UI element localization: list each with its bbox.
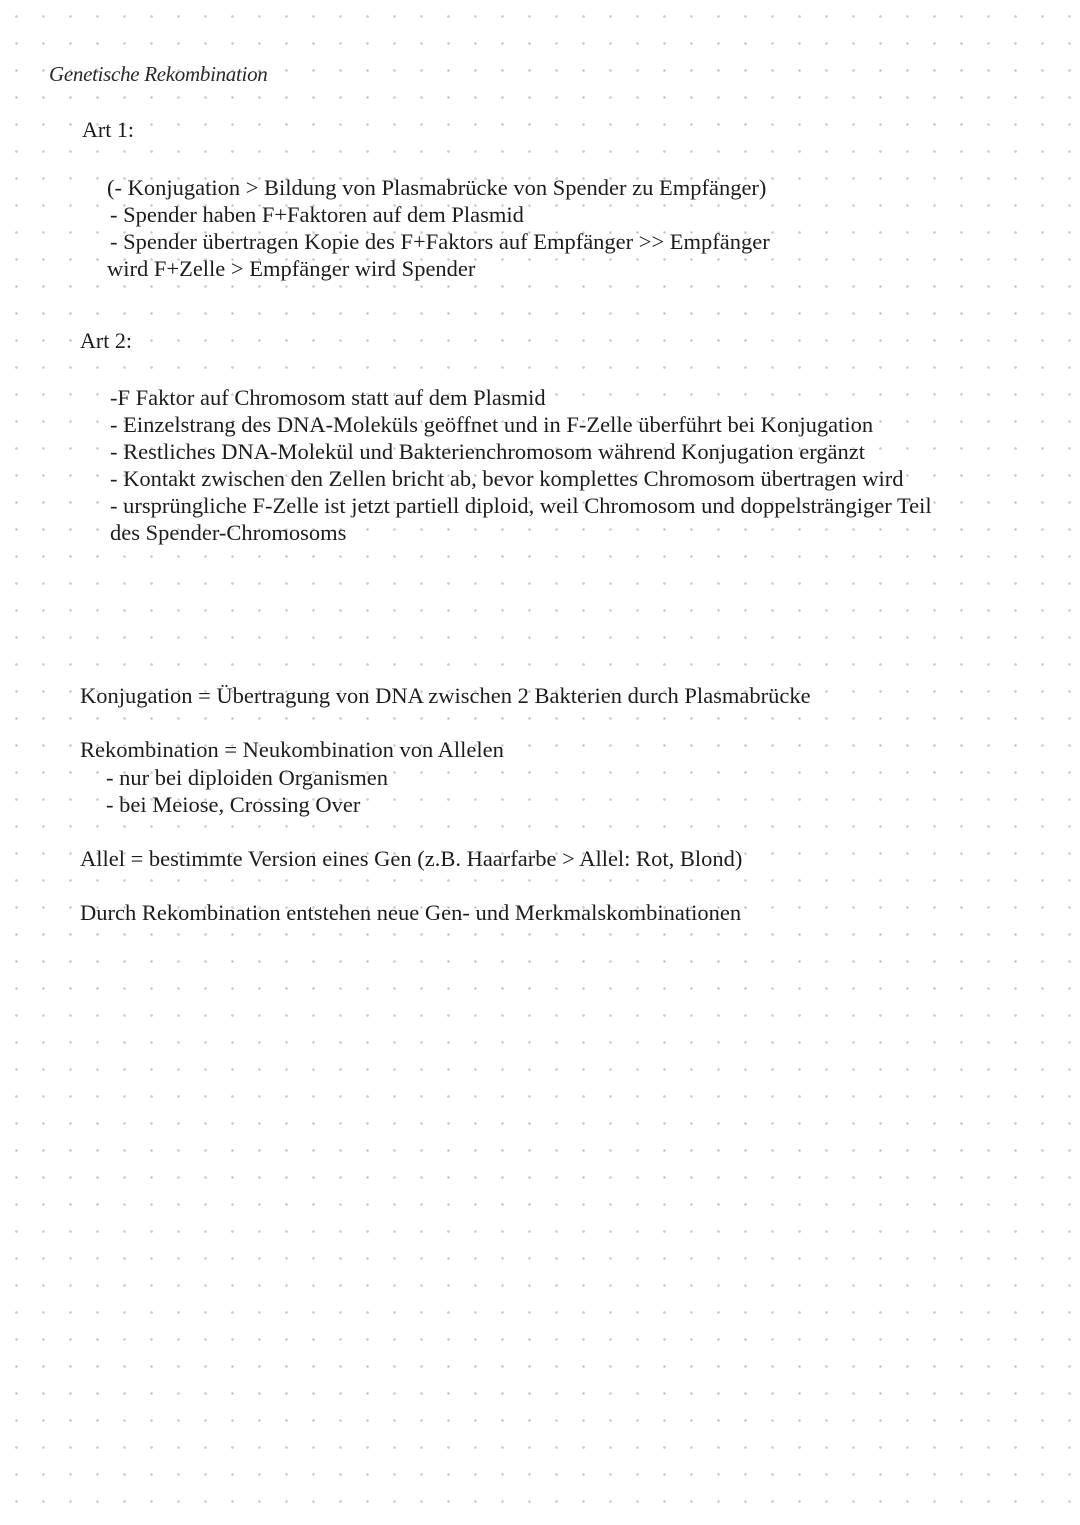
- art2-line: - ursprüngliche F-Zelle ist jetzt partiell diploid, weil Chromosom und doppelsträngiger Teil: [110, 493, 932, 518]
- art2-line: -F Faktor auf Chromosom statt auf dem Plasmid: [110, 385, 546, 410]
- art1-line: wird F+Zelle > Empfänger wird Spender: [107, 256, 476, 281]
- page-title: Genetische Rekombination: [49, 62, 268, 86]
- allel-definition: Allel = bestimmte Version eines Gen (z.B. Haarfarbe > Allel: Rot, Blond): [80, 846, 743, 871]
- rekombination-point: - bei Meiose, Crossing Over: [106, 792, 361, 817]
- art2-line: - Einzelstrang des DNA-Moleküls geöffnet und in F-Zelle überführt bei Konjugation: [110, 412, 874, 437]
- art1-line: - Spender übertragen Kopie des F+Faktors auf Empfänger >> Empfänger: [110, 229, 770, 254]
- art1-line: - Spender haben F+Faktoren auf dem Plasmid: [110, 202, 524, 227]
- art2-heading: Art 2:: [80, 328, 132, 353]
- rekombination-points: [106, 764, 388, 818]
- art2-line: des Spender-Chromosoms: [110, 520, 347, 545]
- rekombination-point: - nur bei diploiden Organismen: [106, 765, 389, 790]
- rekombination-definition: Rekombination = Neukombination von Allelen: [80, 737, 504, 762]
- konjugation-definition: Konjugation = Übertragung von DNA zwischen 2 Bakterien durch Plasmabrücke: [80, 683, 811, 708]
- summary-statement: Durch Rekombination entstehen neue Gen- und Merkmalskombinationen: [80, 900, 742, 925]
- art1-line: (- Konjugation > Bildung von Plasmabrücke von Spender zu Empfänger): [107, 175, 767, 200]
- art1-text-block: [107, 174, 770, 282]
- art2-line: - Kontakt zwischen den Zellen bricht ab, bevor komplettes Chromosom übertragen wird: [110, 466, 904, 491]
- art2-line: - Restliches DNA-Molekül und Bakterienchromosom während Konjugation ergänzt: [110, 439, 866, 464]
- art1-heading: Art 1:: [82, 117, 134, 142]
- art2-text-block: [110, 384, 932, 546]
